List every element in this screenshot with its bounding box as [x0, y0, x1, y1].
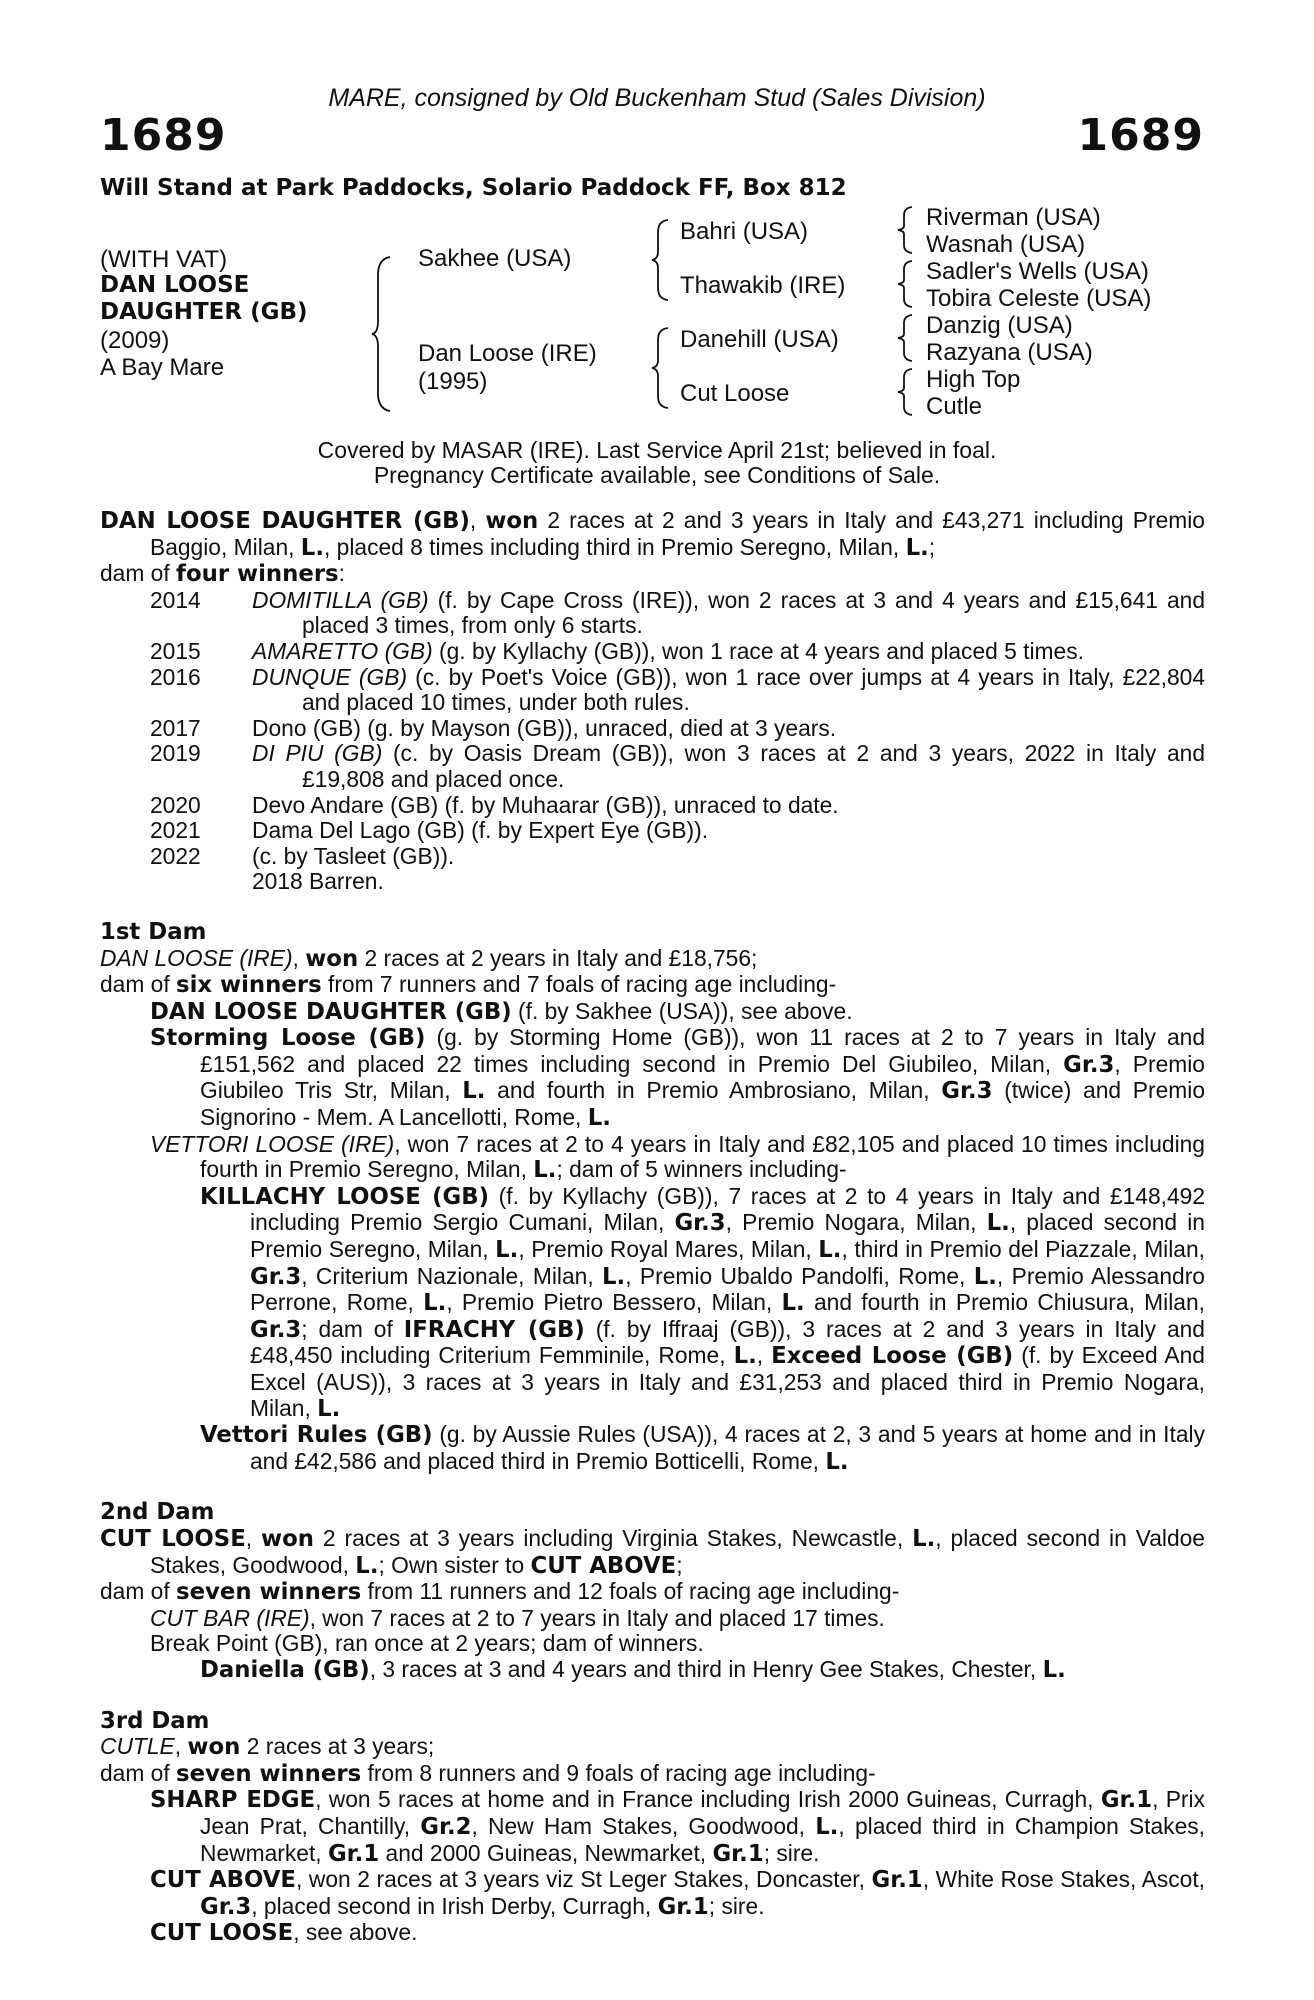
grade-badge: Gr.3 [200, 1893, 252, 1920]
second-dam-item [100, 1631, 1205, 1657]
dam-name: DAN LOOSE (IRE) [100, 944, 293, 971]
text: and fourth in Premio Chiusura, Milan, [804, 1289, 1205, 1316]
text: (f. by Kyllachy (GB)), 7 races at 2 to 4 years in Italy and £148,492 including Premio Sergio Cumani, Milan, [250, 1182, 1205, 1236]
produce-year: 2016 [150, 663, 201, 690]
produce-text: (f. by Cape Cross (IRE)), won 2 races at 3 and 4 years and £15,641 and placed 3 times, from only 6 starts. [302, 586, 1206, 639]
winners-count: four winners [176, 561, 339, 588]
text: , [245, 1524, 262, 1551]
won-label: won [485, 508, 539, 534]
grade-badge: Gr.1 [327, 1840, 380, 1867]
text: 2 races at 3 years; [240, 1733, 435, 1760]
dam-of-text: : [338, 560, 345, 587]
winners-count: seven winners [176, 1579, 362, 1606]
third-dam-produce-summary [100, 1761, 1205, 1788]
won-label: won [305, 945, 359, 972]
produce-text: (c. by Poet's Voice (GB)), won 1 race over jumps at 4 years in Italy, £22,804 and placed 10 times, under both rules. [302, 663, 1205, 716]
pedigree-g4-6: Razyana (USA) [926, 339, 1093, 366]
listed-badge: L. [602, 1263, 626, 1290]
pedigree-g4-4: Tobira Celeste (USA) [926, 285, 1152, 312]
pregnancy-line: Pregnancy Certificate available, see Conditions of Sale. [373, 462, 941, 488]
grade-badge: Gr.3 [250, 1316, 302, 1343]
grade-badge: Gr.1 [712, 1840, 764, 1867]
pedigree-g4-7: High Top [926, 366, 1021, 393]
text: , Premio Royal Mares, Milan, [518, 1236, 819, 1263]
pedigree-brace-g4-4 [896, 367, 916, 417]
pedigree-g4-2: Wasnah (USA) [926, 231, 1086, 258]
winners-count: six winners [176, 972, 322, 999]
grade-badge: Gr.1 [1100, 1787, 1153, 1814]
third-dam-item [100, 1920, 1205, 1947]
pedigree-brace-dam [650, 326, 672, 410]
pedigree-g3-1: Bahri (USA) [680, 218, 809, 245]
pedigree-g4-5: Danzig (USA) [926, 312, 1073, 339]
produce-text: Dama Del Lago (GB) (f. by Expert Eye (GB)). [252, 817, 709, 844]
produce-name: DOMITILLA (GB) [252, 586, 429, 613]
text: (g. by Storming Home (GB)), won 11 races at 2 to 7 years in Italy and £151,562 and placed 22 times including second in Premio Del Giubileo, Milan, [200, 1024, 1205, 1077]
grade-badge: Gr.3 [941, 1078, 993, 1105]
text: , Premio Ubaldo Pandolfi, Rome, [625, 1262, 974, 1289]
listed-badge: L. [533, 1157, 557, 1184]
text: , Premio Pietro Bessero, Milan, [446, 1289, 782, 1316]
text: ; [676, 1551, 683, 1578]
pedigree-g3-2: Thawakib (IRE) [680, 272, 846, 299]
text: and 2000 Guineas, Newmarket, [379, 1839, 713, 1866]
produce-name: AMARETTO (GB) [252, 637, 433, 664]
text: , New Ham Stakes, Goodwood, [471, 1812, 816, 1839]
text: , Premio Giubileo Tris Str, Milan, [200, 1050, 1205, 1104]
horse-name: CUT ABOVE [530, 1552, 677, 1579]
third-dam-heading: 3rd Dam [100, 1707, 210, 1734]
horse-name: DAN LOOSE DAUGHTER (GB) [150, 998, 512, 1025]
text: , see above. [293, 1919, 418, 1946]
produce-row [150, 588, 1205, 639]
listed-badge: L. [912, 1525, 936, 1552]
text: (f. by Iffraaj (GB)), 3 races at 2 and 3 years in Italy and £48,450 including Criterium Femminile, Rome, [250, 1315, 1205, 1369]
text: ; sire. [708, 1892, 765, 1919]
mare-text: , placed 8 times including third in Premio Seregno, Milan, [323, 533, 906, 560]
horse-name: CUT BAR (IRE) [150, 1604, 310, 1631]
text: , third in Premio del Piazzale, Milan, [841, 1236, 1206, 1263]
dam-name: CUT LOOSE [100, 1525, 246, 1552]
text: ; dam of [301, 1315, 404, 1342]
text: ; dam of 5 winners including- [556, 1156, 847, 1183]
text: dam of [100, 971, 177, 998]
grade-badge: Gr.1 [657, 1893, 709, 1920]
produce-row [150, 665, 1205, 716]
first-dam-item [100, 999, 1205, 1026]
listed-badge: L. [355, 1552, 379, 1579]
horse-name: VETTORI LOOSE (IRE) [150, 1130, 395, 1157]
lot-number-right: 1689 [1077, 110, 1204, 161]
dam-of-text: dam of [100, 560, 177, 587]
listed-badge: L. [462, 1078, 486, 1105]
first-dam-subitem [100, 1422, 1205, 1475]
text: and fourth in Premio Ambrosiano, Milan, [485, 1077, 942, 1104]
horse-name: CUT ABOVE [150, 1867, 296, 1894]
pedigree-brace-g4-3 [896, 313, 916, 363]
text: 2 races at 3 years including Virginia Stakes, Newcastle, [313, 1524, 913, 1551]
text: Break Point (GB), ran once at 2 years; dam of winners. [150, 1630, 704, 1657]
text: , Criterium Nazionale, Milan, [301, 1262, 603, 1289]
text: dam of [100, 1759, 177, 1786]
horse-name: CUT LOOSE [150, 1920, 294, 1947]
text: , [756, 1342, 772, 1369]
first-dam-produce-summary [100, 972, 1205, 999]
listed-badge: L. [973, 1263, 997, 1290]
listed-badge: L. [1042, 1656, 1066, 1683]
second-dam-produce-summary [100, 1579, 1205, 1606]
pedigree-description: A Bay Mare [100, 354, 225, 381]
produce-row [150, 844, 1205, 870]
text: from 11 runners and 12 foals of racing age including- [361, 1578, 900, 1605]
first-dam-item [100, 1025, 1205, 1131]
listed-badge: L. [818, 1237, 842, 1264]
text: , placed third in Champion Stakes, Newmarket, [200, 1812, 1205, 1866]
pedigree-dam: Dan Loose (IRE) [418, 340, 597, 367]
produce-text: Devo Andare (GB) (f. by Muhaarar (GB)), unraced to date. [252, 791, 839, 818]
listed-badge: L. [495, 1237, 519, 1264]
pedigree-g3-3: Danehill (USA) [680, 326, 839, 353]
dam-name: CUTLE [100, 1733, 175, 1760]
text: , Premio Nogara, Milan, [725, 1209, 987, 1236]
listed-badge: L. [825, 1448, 849, 1475]
text: , 3 races at 3 and 4 years and third in Henry Gee Stakes, Chester, [369, 1655, 1043, 1682]
produce-year: 2017 [150, 714, 201, 741]
pedigree-brace-g4-2 [896, 259, 916, 309]
listed-badge: L. [986, 1210, 1010, 1237]
text: , won 7 races at 2 to 4 years in Italy and £82,105 and placed 10 times including fourth in Premio Seregno, Milan, [200, 1130, 1205, 1183]
produce-row [150, 869, 1205, 895]
produce-year: 2015 [150, 637, 201, 664]
produce-name: DUNQUE (GB) [252, 663, 408, 690]
text: , [292, 944, 306, 971]
text: (f. by Sakhee (USA)), see above. [511, 997, 853, 1024]
pedigree-g4-8: Cutle [926, 393, 983, 420]
third-dam-item [100, 1867, 1205, 1920]
pedigree-name-line2: DAUGHTER (GB) [100, 299, 308, 325]
pedigree-dam-year: (1995) [418, 368, 488, 395]
produce-row [150, 639, 1205, 665]
third-dam-line [100, 1734, 1205, 1761]
stand-location: Will Stand at Park Paddocks, Solario Paddock FF, Box 812 [100, 175, 847, 201]
produce-year: 2019 [150, 740, 201, 767]
text: dam of [100, 1578, 177, 1605]
listed-badge: L. [733, 1343, 757, 1370]
horse-name: Daniella (GB) [200, 1656, 370, 1683]
listed-badge: L. [423, 1290, 447, 1317]
consignment-line: MARE, consigned by Old Buckenham Stud (Sales Division) [328, 84, 986, 112]
text: , Prix Jean Prat, Chantilly, [200, 1786, 1205, 1839]
pedigree-year: (2009) [100, 327, 170, 354]
text: 2 races at 2 years in Italy and £18,756; [358, 944, 758, 971]
text: , [174, 1733, 188, 1760]
produce-year [150, 869, 252, 895]
produce-year: 2021 [150, 817, 201, 844]
horse-name: Vettori Rules (GB) [200, 1422, 433, 1449]
produce-text: (g. by Kyllachy (GB)), won 1 race at 4 years and placed 5 times. [432, 637, 1084, 664]
produce-row [150, 716, 1205, 742]
produce-row [150, 793, 1205, 819]
text: from 7 runners and 7 foals of racing age including- [321, 971, 837, 998]
text: , won 2 races at 3 years viz St Leger Stakes, Doncaster, [295, 1866, 872, 1893]
horse-name: KILLACHY LOOSE (GB) [200, 1183, 490, 1210]
horse-name: Storming Loose (GB) [150, 1025, 426, 1052]
text: (f. by Exceed And Excel (AUS)), 3 races at 3 years in Italy and £31,253 and placed third in Premio Nogara, Milan, [250, 1342, 1205, 1421]
horse-name: IFRACHY (GB) [403, 1316, 585, 1343]
produce-name: DI PIU (GB) [252, 740, 383, 767]
catalogue-body [100, 508, 1205, 1947]
listed-badge: L. [781, 1290, 805, 1317]
produce-year: 2020 [150, 791, 201, 818]
mare-name: DAN LOOSE DAUGHTER (GB) [100, 508, 470, 534]
horse-name: SHARP EDGE [150, 1787, 316, 1814]
listed-badge: L. [815, 1813, 839, 1840]
text: ; sire. [763, 1839, 820, 1866]
text: ; Own sister to [378, 1551, 531, 1578]
grade-badge: Gr.3 [250, 1263, 302, 1290]
produce-row [150, 741, 1205, 792]
produce-text: Dono (GB) (g. by Mayson (GB)), unraced, died at 3 years. [252, 714, 837, 741]
won-label: won [187, 1734, 241, 1761]
grade-badge: Gr.3 [674, 1210, 726, 1237]
mare-text: 2 races at 2 and 3 years in Italy and £43,271 including Premio Baggio, Milan, [150, 507, 1205, 560]
text: (g. by Aussie Rules (USA)), 4 races at 2, 3 and 5 years at home and in Italy and £42,586 and placed third in Premio Botticelli, Rome, [250, 1421, 1205, 1474]
first-dam-heading: 1st Dam [100, 918, 207, 945]
grade-badge: Gr.2 [420, 1813, 472, 1840]
text: , placed second in Irish Derby, Curragh, [251, 1892, 658, 1919]
produce-row [150, 818, 1205, 844]
text: , placed second in Premio Seregno, Milan, [250, 1209, 1205, 1263]
listed-badge: L. [317, 1395, 341, 1422]
produce-text: (c. by Oasis Dream (GB)), won 3 races at 2 and 3 years, 2022 in Italy and £19,808 and placed once. [302, 740, 1205, 792]
text: , placed second in Valdoe Stakes, Goodwood, [150, 1524, 1205, 1578]
listed-badge: L. [905, 534, 929, 561]
grade-badge: Gr.1 [871, 1867, 923, 1894]
won-label: won [261, 1525, 314, 1552]
horse-name: Exceed Loose (GB) [771, 1343, 1014, 1370]
mare-text: ; [928, 533, 936, 560]
produce-text: 2018 Barren. [252, 868, 384, 895]
lot-number-left: 1689 [100, 110, 227, 161]
produce-year: 2014 [150, 586, 201, 613]
third-dam-item [100, 1787, 1205, 1867]
produce-list [100, 588, 1205, 895]
mare-summary: DAN LOOSE DAUGHTER (GB), won 2 races at 2 and 3 years in Italy and £43,271 including Premio Baggio, Milan, L., placed 8 times including third in Premio Seregno, Milan, L.; [100, 507, 1205, 561]
pedigree-name-line1: DAN LOOSE [100, 272, 250, 298]
text: , White Rose Stakes, Ascot, [922, 1866, 1205, 1893]
mare-dam-of [100, 561, 1205, 588]
listed-badge: L. [300, 534, 324, 561]
text: from 8 runners and 9 foals of racing age including- [361, 1759, 876, 1786]
pedigree-sire: Sakhee (USA) [418, 245, 572, 272]
first-dam-subitem [100, 1184, 1205, 1422]
produce-text: (c. by Tasleet (GB)). [252, 842, 455, 869]
pedigree-brace-gen1 [370, 255, 394, 413]
second-dam-item [100, 1606, 1205, 1632]
winners-count: seven winners [176, 1760, 362, 1787]
produce-year: 2022 [150, 842, 201, 869]
second-dam-subitem [100, 1657, 1205, 1684]
first-dam-item [100, 1132, 1205, 1184]
pedigree-brace-g4-1 [896, 205, 916, 255]
second-dam-line [100, 1526, 1205, 1579]
pedigree-g4-3: Sadler's Wells (USA) [926, 258, 1149, 285]
pedigree-brace-sire [650, 218, 672, 302]
text: , Premio Alessandro Perrone, Rome, [250, 1262, 1205, 1316]
pedigree-g3-4: Cut Loose [680, 380, 790, 407]
grade-badge: Gr.3 [1063, 1051, 1115, 1078]
text: , won 5 races at home and in France including Irish 2000 Guineas, Curragh, [315, 1786, 1101, 1813]
pedigree-vat: (WITH VAT) [100, 246, 228, 273]
first-dam-line [100, 946, 1205, 973]
text: (twice) and Premio Signorino - Mem. A Lancellotti, Rome, [200, 1077, 1205, 1131]
pedigree-g4-1: Riverman (USA) [926, 204, 1101, 231]
listed-badge: L. [587, 1105, 611, 1132]
text: , won 7 races at 2 to 7 years in Italy and placed 17 times. [309, 1604, 885, 1631]
covered-line: Covered by MASAR (IRE). Last Service April 21st; believed in foal. [317, 437, 997, 463]
second-dam-heading: 2nd Dam [100, 1499, 215, 1526]
